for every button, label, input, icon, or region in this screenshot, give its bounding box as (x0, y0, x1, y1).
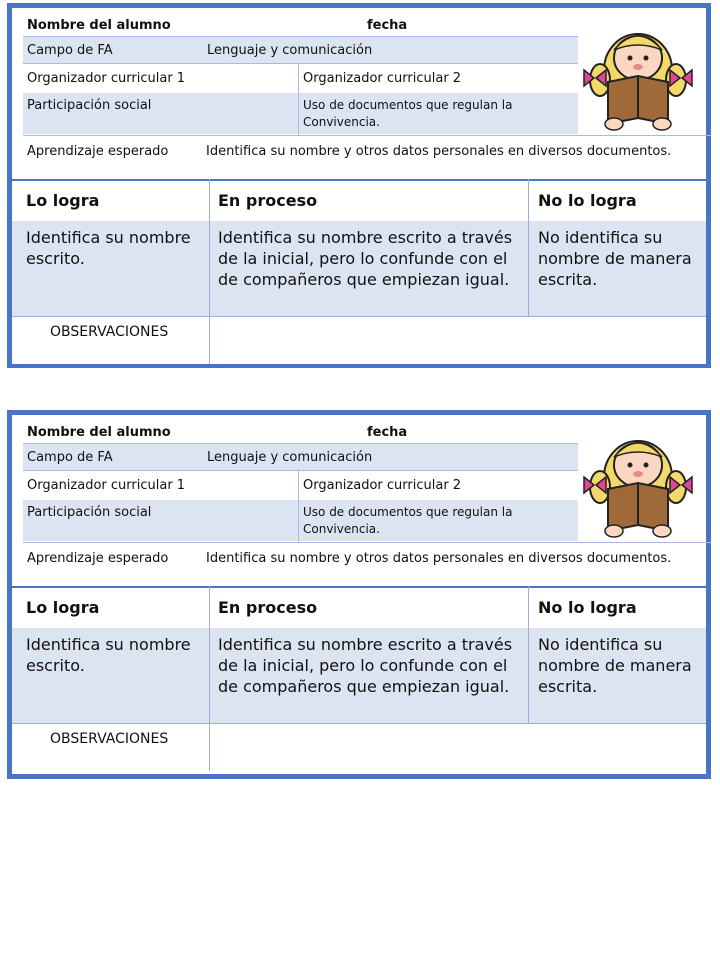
organizador-1-value: Participación social (27, 98, 152, 113)
rubric-body-row (12, 221, 706, 317)
aprendizaje-label: Aprendizaje esperado (27, 144, 169, 159)
rubric-body-row (12, 628, 706, 724)
aprendizaje-row (23, 542, 711, 587)
observaciones-label: OBSERVACIONES (50, 324, 169, 340)
aprendizaje-value: Identifica su nombre y otros datos personales en diversos documentos. (206, 551, 672, 566)
date-label: fecha (367, 425, 408, 440)
column-divider (528, 179, 529, 317)
column-divider (209, 179, 210, 364)
observaciones-row (12, 724, 706, 771)
student-name-label: Nombre del alumno (27, 18, 171, 33)
date-label: fecha (367, 18, 408, 33)
organizador-2-value: Uso de documentos que regulan la Convivencia. (303, 98, 513, 129)
organizador-values-row (23, 500, 578, 541)
en-proceso-text: Identifica su nombre escrito a través de la inicial, pero lo confunde con el de compañeros que empiezan igual. (218, 635, 513, 696)
aprendizaje-row (23, 135, 711, 180)
rubric-header-row (12, 586, 706, 630)
divider (298, 471, 299, 542)
organizador-1-label: Organizador curricular 1 (27, 71, 186, 86)
girl-reading-book-icon (574, 12, 702, 132)
lo-logra-header: Lo logra (26, 191, 100, 210)
girl-reading-book-icon (574, 419, 702, 539)
divider (298, 64, 299, 135)
no-lo-logra-text: No identifica su nombre de manera escrita. (538, 635, 692, 696)
organizador-values-row (23, 93, 578, 134)
lo-logra-text: Identifica su nombre escrito. (26, 228, 191, 268)
observaciones-row (12, 317, 706, 364)
organizador-2-label: Organizador curricular 2 (303, 478, 462, 493)
en-proceso-header: En proceso (218, 598, 318, 617)
student-name-row (23, 419, 578, 443)
column-divider (209, 586, 210, 771)
en-proceso-header: En proceso (218, 191, 318, 210)
aprendizaje-label: Aprendizaje esperado (27, 551, 169, 566)
lo-logra-text: Identifica su nombre escrito. (26, 635, 191, 675)
campo-label: Campo de FA (27, 43, 113, 58)
organizador-2-label: Organizador curricular 2 (303, 71, 462, 86)
no-lo-logra-header: No lo logra (538, 598, 637, 617)
evaluation-card-1 (7, 3, 711, 368)
organizador-1-value: Participación social (27, 505, 152, 520)
observaciones-label: OBSERVACIONES (50, 731, 169, 747)
rubric-header-row (12, 179, 706, 223)
student-name-row (23, 12, 578, 36)
column-divider (528, 586, 529, 724)
campo-value: Lenguaje y comunicación (207, 450, 373, 465)
campo-value: Lenguaje y comunicación (207, 43, 373, 58)
organizador-2-value: Uso de documentos que regulan la Convivencia. (303, 505, 513, 536)
evaluation-card-2 (7, 410, 711, 779)
campo-row (23, 443, 578, 471)
organizador-labels-row (23, 471, 578, 499)
organizador-1-label: Organizador curricular 1 (27, 478, 186, 493)
aprendizaje-value: Identifica su nombre y otros datos personales en diversos documentos. (206, 144, 672, 159)
lo-logra-header: Lo logra (26, 598, 100, 617)
no-lo-logra-header: No lo logra (538, 191, 637, 210)
organizador-labels-row (23, 64, 578, 92)
no-lo-logra-text: No identifica su nombre de manera escrita. (538, 228, 692, 289)
campo-row (23, 36, 578, 64)
en-proceso-text: Identifica su nombre escrito a través de la inicial, pero lo confunde con el de compañeros que empiezan igual. (218, 228, 513, 289)
student-name-label: Nombre del alumno (27, 425, 171, 440)
campo-label: Campo de FA (27, 450, 113, 465)
